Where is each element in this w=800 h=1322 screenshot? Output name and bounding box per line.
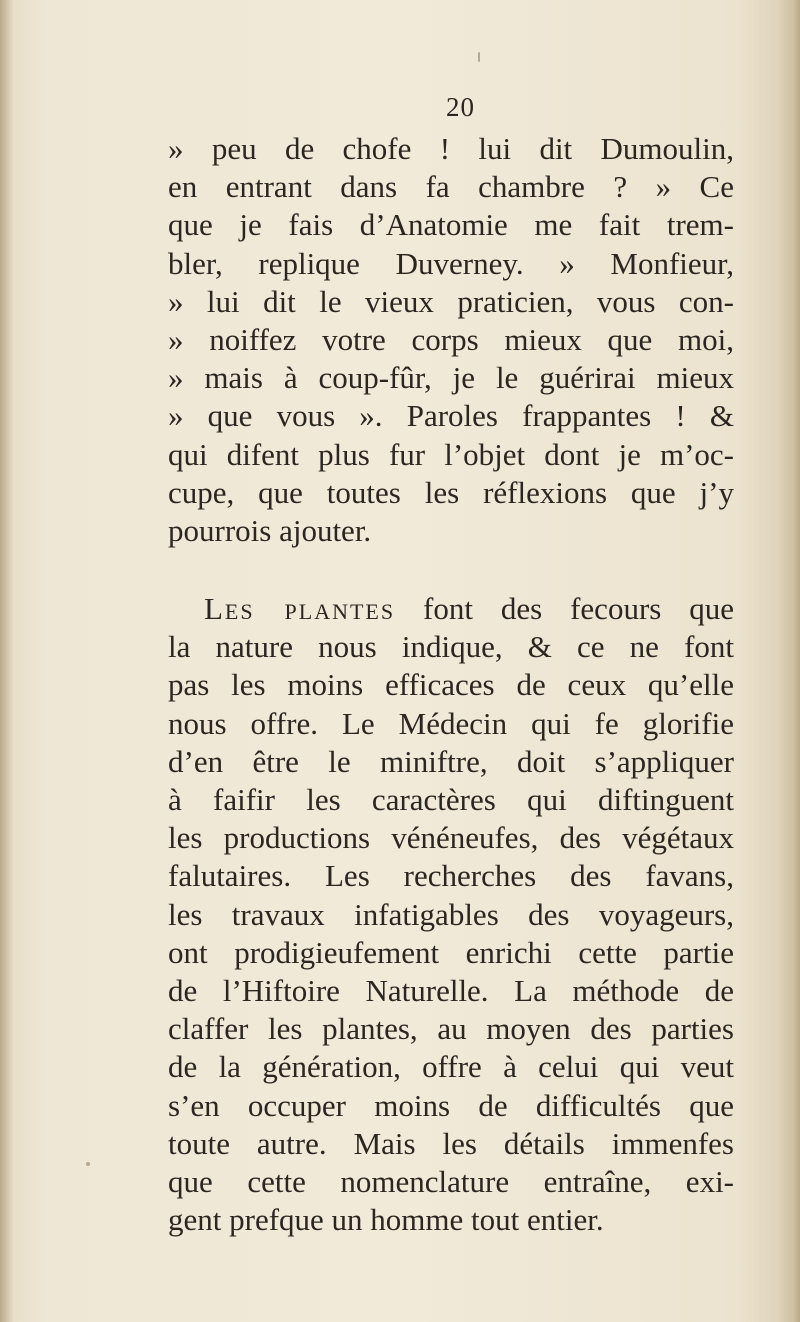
- text-line: que cette nomenclature entraîne, exi-: [168, 1164, 734, 1200]
- text-line: nous offre. Le Médecin qui fe glorifie: [168, 705, 734, 741]
- page-edge-shadow: [778, 0, 800, 1322]
- text-line: falutaires. Les recherches des favans,: [168, 858, 734, 894]
- text-line: de la génération, offre à celui qui veut: [168, 1049, 734, 1085]
- text-line: » mais à coup-fûr, je le guérirai mieux: [168, 360, 734, 396]
- text-line: à faifir les caractères qui diftinguent: [168, 782, 734, 818]
- binding-shadow: [0, 0, 14, 1322]
- text-line: claffer les plantes, au moyen des parties: [168, 1011, 734, 1047]
- text-line: » lui dit le vieux praticien, vous con-: [168, 283, 734, 319]
- text-line: ont prodigieufement enrichi cette partie: [168, 934, 734, 970]
- text-line: gent prefque un homme tout entier.: [168, 1202, 604, 1238]
- text-line: pas les moins efficaces de ceux qu’elle: [168, 667, 734, 703]
- text-line: pourrois ajouter.: [168, 513, 372, 549]
- paragraph-1: [168, 130, 734, 550]
- text-line: les travaux infatigables des voyageurs,: [168, 896, 734, 932]
- page-number: 20: [446, 92, 475, 122]
- text-line: d’en être le miniftre, doit s’appliquer: [168, 743, 734, 779]
- text-line: les productions vénéneufes, des végétaux: [168, 820, 734, 856]
- text-line: toute autre. Mais les détails immenfes: [168, 1125, 734, 1161]
- paper-speck: [86, 1162, 90, 1166]
- text-line: [168, 590, 734, 628]
- text-line: » noiffez votre corps mieux que moi,: [168, 322, 734, 358]
- text-line: » que vous ». Paroles frappantes ! &: [168, 398, 734, 434]
- text-line: que je fais d’Anatomie me fait trem-: [168, 207, 734, 243]
- paragraph-2: [168, 590, 734, 1239]
- paper-speck: [478, 52, 480, 62]
- text-line: de l’Hiftoire Naturelle. La méthode de: [168, 973, 734, 1009]
- text-line: qui difent plus fur l’objet dont je m’oc-: [168, 436, 734, 472]
- lead-small-caps: Les plantes: [204, 591, 396, 626]
- text-line: bler, replique Duverney. » Monfieur,: [168, 245, 734, 281]
- text-line: s’en occuper moins de difficultés que: [168, 1087, 734, 1123]
- text-line: » peu de chofe ! lui dit Dumoulin,: [168, 131, 734, 166]
- text-line: cupe, que toutes les réflexions que j’y: [168, 474, 734, 510]
- text-line: en entrant dans fa chambre ? » Ce: [168, 169, 734, 205]
- lead-rest: font des fecours que: [395, 591, 735, 626]
- text-line: la nature nous indique, & ce ne font: [168, 629, 734, 665]
